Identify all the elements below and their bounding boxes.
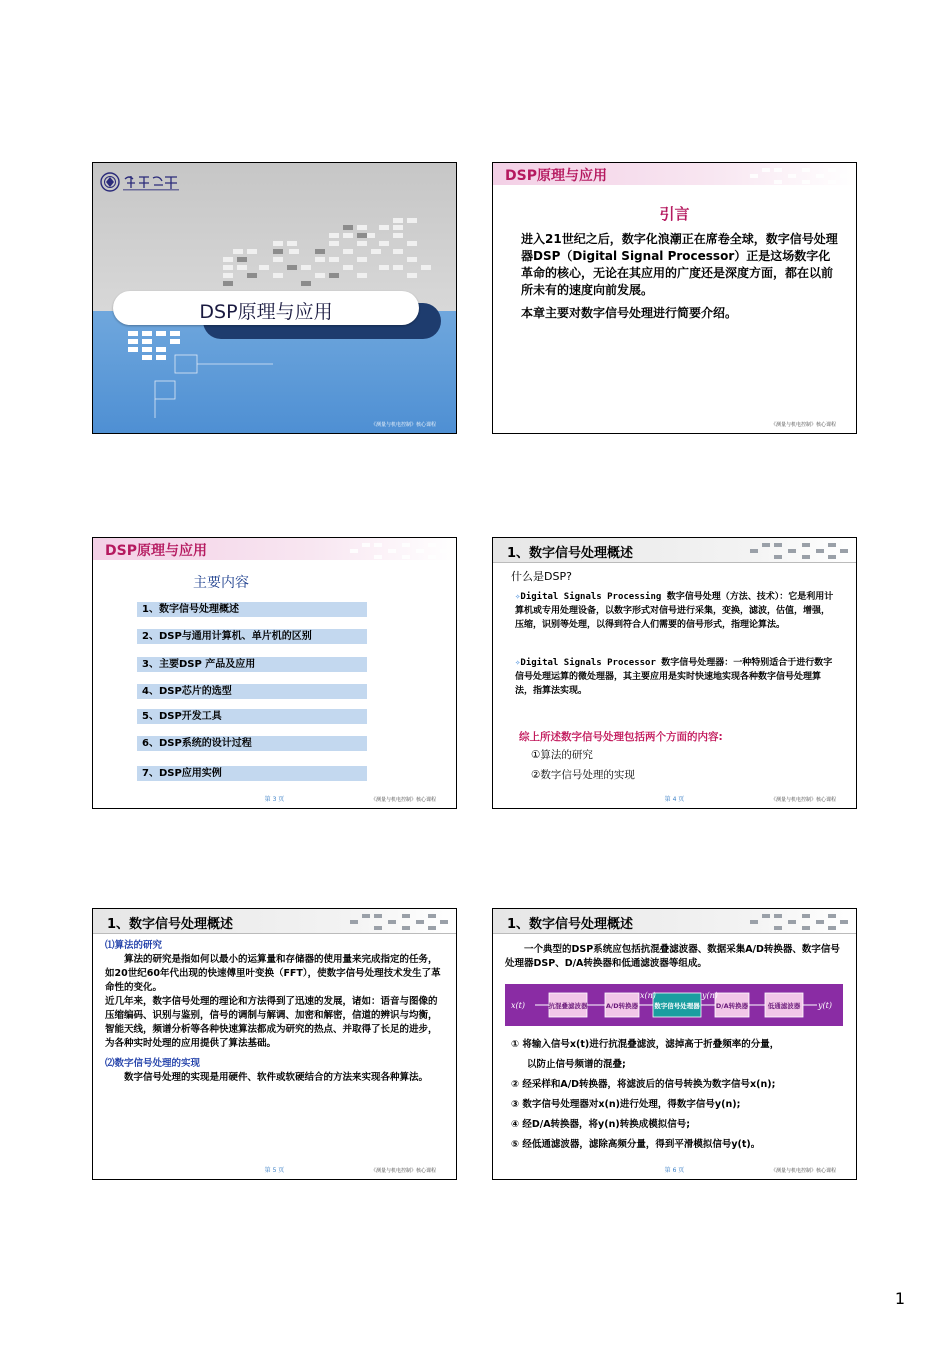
- slide-header: [493, 538, 856, 563]
- page-label: 第 3 页: [264, 796, 285, 803]
- footer: 《测量与机电控制》核心课程: [370, 1168, 436, 1174]
- university-seal-icon: [99, 171, 199, 193]
- header-title: DSP原理与应用: [105, 543, 207, 559]
- step-list: [511, 1035, 848, 1155]
- term-text: Digital Signals Processor: [520, 658, 656, 668]
- slide-header: [493, 909, 856, 934]
- header-grid-decoration: [332, 540, 452, 560]
- step-item: ② 经采样和A/D转换器，将滤波后的信号转换为数字信号x(n);: [511, 1079, 776, 1090]
- xn-label: x(n): [640, 991, 656, 1000]
- contents-item: 5、DSP开发工具: [137, 709, 367, 724]
- footer: 《测量与机电控制》核心课程: [770, 797, 836, 803]
- block-label: 抗混叠滤波器: [548, 1002, 588, 1010]
- definition-text: 数字信号处理器：一种特别适合于进行数字信号处理运算的微处理器，其主要应用是实时快速地实现各种数字信号处理算法，指算法实现。: [515, 658, 833, 696]
- slide-header: [93, 909, 456, 934]
- output-signal-label: y(t): [818, 1001, 832, 1010]
- slide-5: [92, 908, 457, 1180]
- section-heading: ⑴算法的研究: [105, 940, 163, 951]
- section-heading: ⑵数字信号处理的实现: [105, 1058, 201, 1069]
- definition-text: 数字信号处理（方法、技术）：它是利用计算机或专用处理设备，以数字形式对信号进行采集，变换，滤波，估值，增强，压缩，识别等处理，以得到符合人们需要的信号形式，指理论算法。: [515, 592, 834, 630]
- term-text: Digital Signals Processing: [520, 592, 662, 602]
- contents-item: 7、DSP应用实例: [137, 766, 367, 781]
- footer: 《测量与机电控制》核心课程: [370, 797, 436, 803]
- slide-4: [492, 537, 857, 809]
- block-label: A/D转换器: [605, 1002, 639, 1010]
- slide-6: [492, 908, 857, 1180]
- definition-paragraph: [515, 656, 838, 698]
- step-item: ⑤ 经低通滤波器，滤除高频分量，得到平滑模拟信号y(t)。: [511, 1139, 761, 1150]
- page-label: 第 4 页: [664, 796, 685, 803]
- footer: 《测量与机电控制》核心课程: [770, 1168, 836, 1174]
- page-label: 第 6 页: [664, 1167, 685, 1174]
- question-text: 什么是DSP?: [511, 570, 572, 583]
- header-grid-decoration: [732, 540, 852, 560]
- block-label: D/A转换器: [715, 1002, 749, 1010]
- body-paragraph: 数字信号处理的实现是用硬件、软件或软硬结合的方法来实现各种算法。: [124, 1072, 429, 1083]
- slide-2: [492, 162, 857, 434]
- summary-text: 综上所述数字信号处理包括两个方面的内容:: [519, 731, 723, 743]
- step-item: ③ 数字信号处理器对x(n)进行处理，得数字信号y(n);: [511, 1099, 741, 1110]
- header-grid-decoration: [332, 911, 452, 931]
- header-title: 1、数字信号处理概述: [107, 917, 234, 932]
- contents-item: 1、数字信号处理概述: [137, 602, 367, 617]
- document-page-number: 1: [894, 1289, 905, 1308]
- block-label: 低通滤波器: [767, 1002, 801, 1010]
- bullet-icon: ✧: [515, 658, 521, 668]
- dsp-system-block-diagram: [505, 984, 843, 1026]
- bullet-icon: ✧: [515, 592, 521, 602]
- list-item: ①算法的研究: [531, 749, 593, 761]
- header-title: DSP原理与应用: [505, 168, 607, 184]
- slide-body: [105, 939, 442, 1085]
- body-paragraph: 进入21世纪之后，数字化浪潮正在席卷全球，数字信号处理器DSP（Digital Signal Processor）正是这场数字化革命的核心，无论在其应用的广度还是深度方面，都在以前所未有的速度向前发展。: [521, 232, 838, 297]
- contents-item: 2、DSP与通用计算机、单片机的区别: [137, 629, 367, 644]
- contents-item: 6、DSP系统的设计过程: [137, 736, 367, 751]
- header-title: 1、数字信号处理概述: [507, 546, 634, 561]
- definition-paragraph: [515, 590, 838, 632]
- footer: 《测量与机电控制》核心课程: [770, 422, 836, 428]
- slide-body: [521, 231, 838, 328]
- slide-subtitle: 引言: [659, 205, 690, 223]
- block-label: 数字信号处理器: [654, 1002, 700, 1010]
- footer: 《测量与机电控制》核心课程: [370, 422, 436, 428]
- contents-item: 4、DSP芯片的选型: [137, 684, 367, 699]
- contents-item: 3、主要DSP 产品及应用: [137, 657, 367, 672]
- list-item: ②数字信号处理的实现: [531, 769, 635, 781]
- slide-title: DSP原理与应用: [199, 301, 333, 323]
- body-paragraph: 本章主要对数字信号处理进行简要介绍。: [521, 306, 738, 320]
- body-paragraph: 近几年来，数字信号处理的理论和方法得到了迅速的发展，诸如：语音与图像的压缩编码、识别与鉴别，信号的调制与解调、加密和解密，信道的辨识与均衡，智能天线，频谱分析等各种快速算法都成为研究的热点、并取得了长足的进步，为各种实时处理的应用提供了算法基础。: [105, 996, 438, 1049]
- title-pill: [113, 291, 419, 325]
- slide-1: [92, 162, 457, 434]
- header-title: 1、数字信号处理概述: [507, 917, 634, 932]
- page-label: 第 5 页: [264, 1167, 285, 1174]
- header-grid-decoration: [732, 911, 852, 931]
- slide-3: [92, 537, 457, 809]
- intro-paragraph: 一个典型的DSP系统应包括抗混叠滤波器、数据采集A/D转换器、数字信号处理器DSP、D/A转换器和低通滤波器等组成。: [505, 944, 840, 969]
- input-signal-label: x(t): [511, 1001, 525, 1010]
- body-paragraph: 算法的研究是指如何以最小的运算量和存储器的使用量来完成指定的任务，如20世纪60年代出现的快速傅里叶变换（FFT），使数字信号处理技术发生了革命性的变化。: [105, 954, 441, 993]
- slide-subtitle: 主要内容: [193, 575, 249, 591]
- slide-header: [493, 163, 856, 185]
- yn-label: y(n): [702, 991, 718, 1000]
- step-item: 以防止信号频谱的混叠;: [527, 1059, 626, 1070]
- step-item: ① 将输入信号x(t)进行抗混叠滤波，滤掉高于折叠频率的分量，: [511, 1039, 780, 1050]
- slide-header: [93, 538, 456, 560]
- header-grid-decoration: [732, 165, 852, 185]
- step-item: ④ 经D/A转换器，将y(n)转换成模拟信号;: [511, 1119, 690, 1130]
